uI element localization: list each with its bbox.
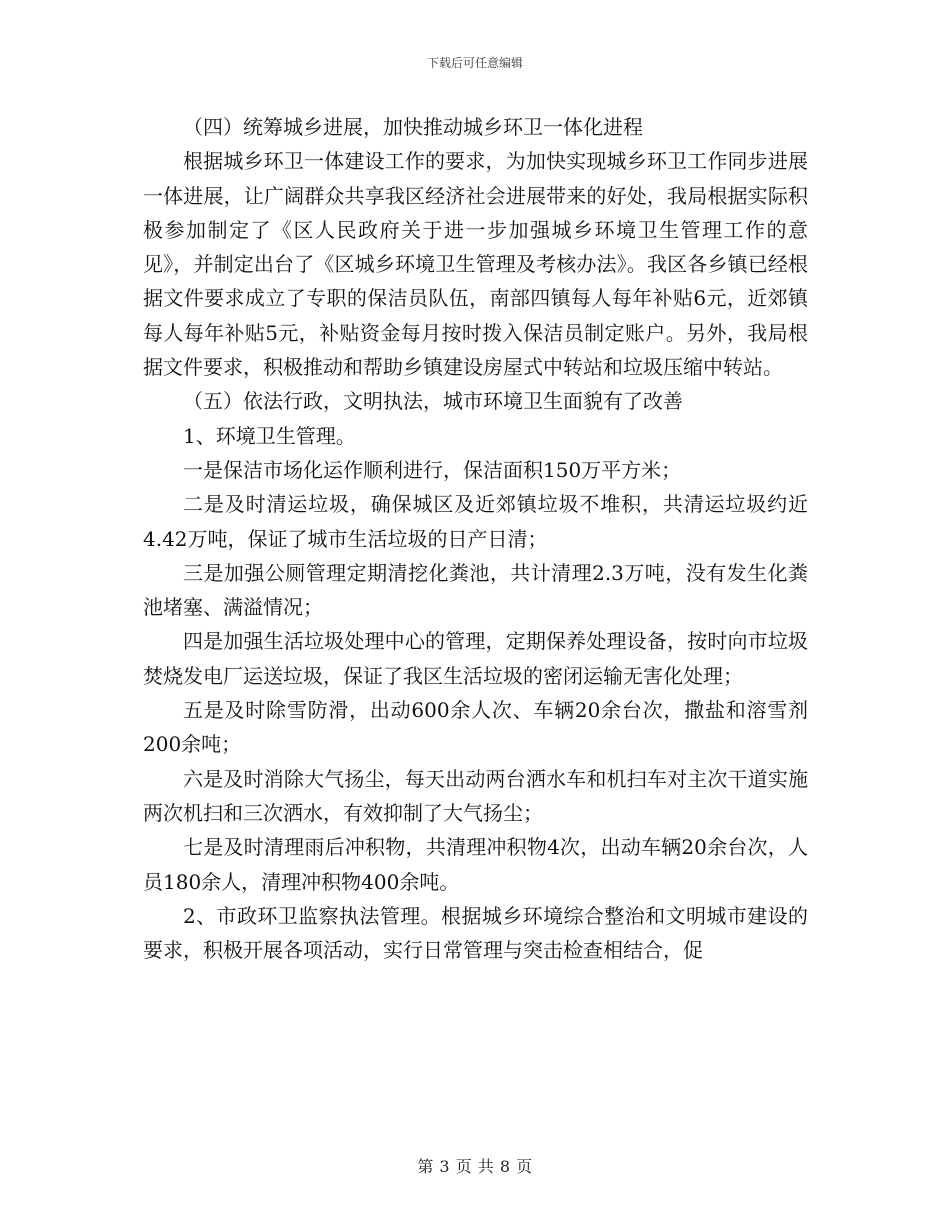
section-heading-5: （五）依法行政，文明执法，城市环境卫生面貌有了改善 (183, 389, 683, 414)
page-header: 下载后可任意编辑 (426, 56, 523, 70)
page-footer: 第 3 页 共 8 页 (417, 1157, 533, 1176)
paragraph: 根据城乡环卫一体建设工作的要求，为加快实现城乡环卫工作同步进展一体进展，让广阔群众共享我区经济社会进展带来的好处，我局根据实际积极参加制定了《区人民政府关于进一步加强城乡环境卫生管理工作的意见》，并制定出台了《区城乡环境卫生管理及考核办法》。我区各乡镇已经根据文件要求成立了专职的保洁员队伍，南部四镇每人每年补贴6元，近郊镇每人每年补贴5元，补贴资金每月按时拨入保洁员制定账户。另外，我局根据文件要求，积极推动和帮助乡镇建设房屋式中转站和垃圾压缩中转站。 (143, 149, 808, 380)
list-item: 五是及时除雪防滑，出动600余人次、车辆20余台次，撒盐和溶雪剂200余吨； (143, 698, 808, 757)
paragraph: 2、市政环卫监察执法管理。根据城乡环境综合整治和文明城市建设的要求，积极开展各项活动，实行日常管理与突击检查相结合，促 (143, 903, 808, 963)
section-heading-4: （四）统筹城乡进展，加快推动城乡环卫一体化进程 (183, 115, 643, 139)
list-item: 七是及时清理雨后冲积物，共清理冲积物4次，出动车辆20余台次，人员180余人，清理冲积物400余吨。 (143, 835, 808, 894)
list-item: 六是及时消除大气扬尘，每天出动两台洒水车和机扫车对主次干道实施两次机扫和三次洒水，有效抑制了大气扬尘； (143, 766, 808, 825)
list-item: 三是加强公厕管理定期清挖化粪池，共计清理2.3万吨，没有发生化粪池堵塞、满溢情况； (143, 560, 808, 620)
document-body (143, 110, 808, 967)
list-item: 一是保洁市场化运作顺利进行，保洁面积150万平方米； (183, 457, 682, 482)
subheading: 1、环境卫生管理。 (183, 423, 356, 448)
list-item: 二是及时清运垃圾，确保城区及近郊镇垃圾不堆积，共清运垃圾约近4.42万吨，保证了城市生活垃圾的日产日清； (143, 492, 808, 551)
list-item: 四是加强生活垃圾处理中心的管理，定期保养处理设备，按时向市垃圾焚烧发电厂运送垃圾，保证了我区生活垃圾的密闭运输无害化处理； (143, 629, 808, 688)
